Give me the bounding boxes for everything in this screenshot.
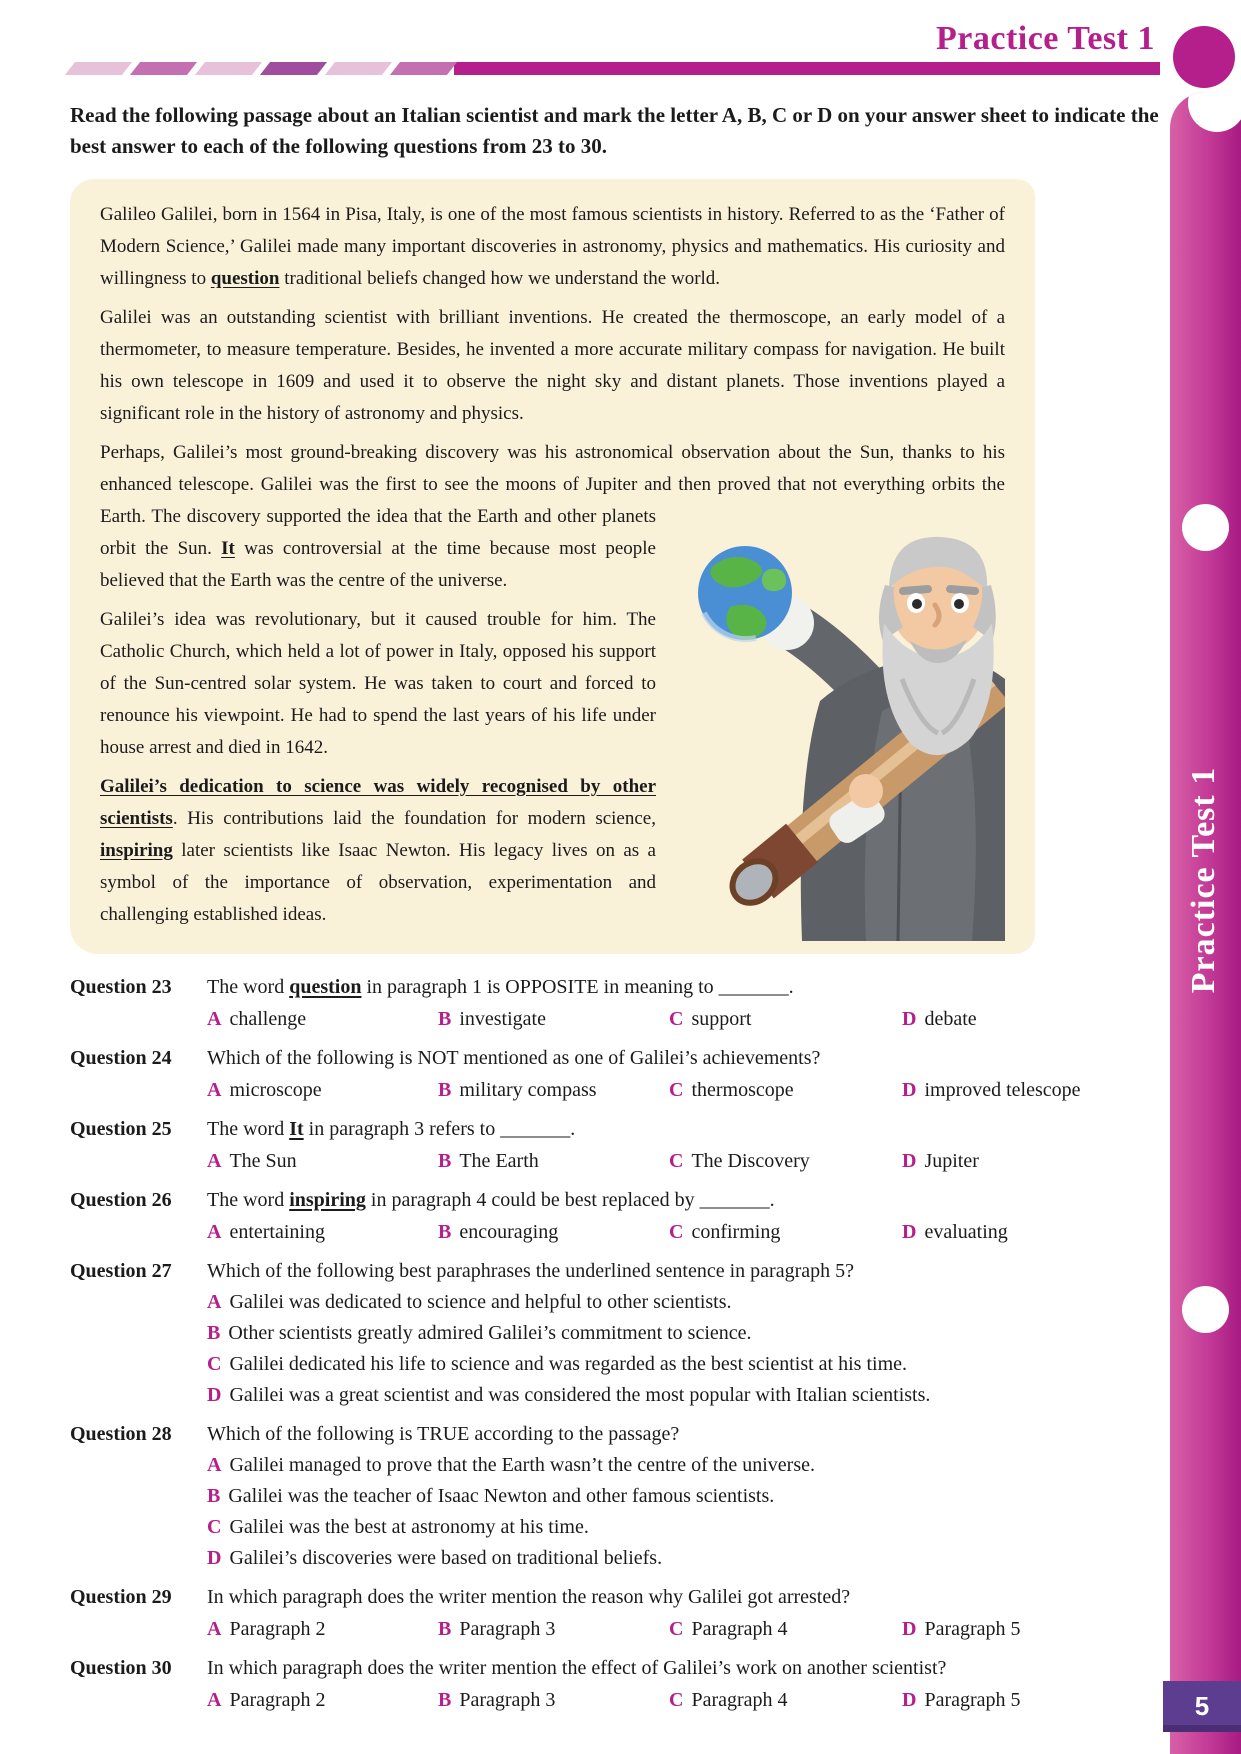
option-text: Jupiter	[924, 1150, 979, 1172]
option-text: Other scientists greatly admired Galilei’s commitment to science.	[228, 1322, 752, 1344]
option-letter: B	[207, 1322, 221, 1344]
options-row	[207, 1614, 1160, 1644]
option-text: Paragraph 5	[924, 1618, 1021, 1640]
option-letter: D	[207, 1384, 222, 1406]
options-row	[207, 1685, 1160, 1715]
question-number: Question 23	[70, 976, 172, 998]
text-segment: Galileo Galilei, born in 1564 in Pisa, Italy, is one of the most famous scientists in history. Referred to as the ‘Father of Modern Science,’ Galilei made many important discoveries in astronomy, physics and mathematics. His curiosity and willingness to	[100, 204, 1005, 289]
passage-paragraph	[100, 302, 1005, 430]
text-segment: In which paragraph does the writer mention the effect of Galilei’s work on another scientist?	[207, 1657, 947, 1679]
option-text: The Discovery	[691, 1150, 810, 1172]
text-segment: The word	[207, 1189, 290, 1211]
rail-notch	[1182, 504, 1229, 551]
option-letter: A	[207, 1221, 222, 1243]
question-stem	[207, 1582, 1160, 1612]
answer-option	[438, 1146, 669, 1176]
question-stem	[207, 972, 1160, 1002]
answer-option	[902, 1146, 1160, 1176]
option-text: Paragraph 4	[691, 1618, 788, 1640]
option-text: Galilei dedicated his life to science and was regarded as the best scientist at his time.	[229, 1353, 908, 1375]
answer-option	[207, 1146, 438, 1176]
stripe-segment	[325, 62, 392, 75]
option-text: Galilei was a great scientist and was considered the most popular with Italian scientists.	[229, 1384, 931, 1406]
stripe-segment	[65, 62, 132, 75]
stripe-solid-bar	[454, 62, 1160, 75]
option-text: investigate	[459, 1008, 546, 1030]
question-block	[70, 1043, 1160, 1105]
text-segment: Which of the following is TRUE according to the passage?	[207, 1423, 680, 1445]
text-segment: traditional beliefs changed how we understand the world.	[279, 268, 721, 289]
question-block	[70, 972, 1160, 1034]
answer-option	[207, 1516, 589, 1538]
question-number: Question 26	[70, 1189, 172, 1211]
answer-option	[207, 1547, 662, 1569]
option-line	[207, 1287, 1160, 1317]
passage-paragraph	[100, 199, 1005, 295]
option-text: Galilei managed to prove that the Earth wasn’t the centre of the universe.	[229, 1454, 815, 1476]
option-letter: D	[902, 1689, 917, 1711]
answer-option	[669, 1146, 902, 1176]
answer-option	[902, 1685, 1160, 1715]
option-text: thermoscope	[691, 1079, 794, 1101]
option-letter: B	[438, 1618, 452, 1640]
answer-option	[207, 1454, 815, 1476]
question-block	[70, 1419, 1160, 1573]
answer-option	[207, 1217, 438, 1247]
option-letter: C	[669, 1008, 684, 1030]
page-content	[70, 0, 1160, 1724]
underlined-word: It	[289, 1118, 304, 1140]
option-text: microscope	[229, 1079, 322, 1101]
question-block	[70, 1114, 1160, 1176]
test-instructions: Read the following passage about an Italian scientist and mark the letter A, B, C or D on your answer sheet to indicate the best answer to each of the following questions from 23 to 30.	[70, 103, 1159, 158]
option-letter: A	[207, 1454, 222, 1476]
page-title: Practice Test 1	[936, 20, 1155, 57]
option-letter: B	[438, 1008, 452, 1030]
options-row	[207, 1004, 1160, 1034]
option-line	[207, 1481, 1160, 1511]
option-text: Galilei was the teacher of Isaac Newton and other famous scientists.	[228, 1485, 775, 1507]
answer-option	[669, 1075, 902, 1105]
answer-option	[207, 1322, 752, 1344]
answer-option	[669, 1004, 902, 1034]
question-number: Question 27	[70, 1260, 172, 1282]
text-segment: Galilei was an outstanding scientist with brilliant inventions. He created the thermoscope, an early model of a thermometer, to measure temperature. Besides, he invented a more accurate military compass for navigation. He built his own telescope in 1609 and used it to observe the night sky and distant planets. Those inventions played a significant role in the history of astronomy and physics.	[100, 307, 1005, 424]
option-letter: C	[207, 1516, 222, 1538]
question-stem	[207, 1114, 1160, 1144]
reading-passage-box	[70, 179, 1035, 954]
underlined-word: inspiring	[100, 840, 173, 861]
option-line	[207, 1512, 1160, 1542]
option-text: Galilei’s discoveries were based on traditional beliefs.	[229, 1547, 663, 1569]
question-block	[70, 1256, 1160, 1410]
option-letter: D	[902, 1221, 917, 1243]
stripe-segment	[195, 62, 262, 75]
page-number-tab	[1163, 1681, 1241, 1732]
answer-option	[207, 1353, 907, 1375]
question-number: Question 29	[70, 1586, 172, 1608]
option-text: Galilei was dedicated to science and helpful to other scientists.	[229, 1291, 732, 1313]
option-letter: A	[207, 1079, 222, 1101]
question-number: Question 30	[70, 1657, 172, 1679]
option-letter: C	[669, 1618, 684, 1640]
option-letter: B	[207, 1485, 221, 1507]
text-segment: Galilei’s idea was revolutionary, but it caused trouble for him. The Catholic Church, which held a lot of power in Italy, opposed his support of the Sun-centred solar system. He was taken to court and forced to renounce his viewpoint. He had to spend the last years of his life under house arrest and died in 1642.	[100, 609, 656, 758]
option-text: military compass	[459, 1079, 597, 1101]
option-letter: B	[438, 1689, 452, 1711]
answer-option	[902, 1075, 1160, 1105]
question-stem	[207, 1256, 1160, 1286]
underlined-word: Galilei’s dedication to science was widely recognised by other scientists	[100, 776, 656, 829]
answer-option	[669, 1217, 902, 1247]
question-number: Question 25	[70, 1118, 172, 1140]
corner-circle-decoration	[1173, 26, 1235, 88]
underlined-word: inspiring	[289, 1189, 366, 1211]
option-letter: D	[902, 1150, 917, 1172]
text-segment: in paragraph 4 could be best replaced by _______.	[365, 1189, 775, 1211]
underlined-word: It	[221, 538, 235, 559]
option-text: challenge	[229, 1008, 307, 1030]
option-letter: D	[902, 1008, 917, 1030]
option-letter: A	[207, 1291, 222, 1313]
text-segment: Which of the following best paraphrases the underlined sentence in paragraph 5?	[207, 1260, 854, 1282]
answer-option	[207, 1384, 930, 1406]
option-letter: A	[207, 1008, 222, 1030]
question-stem	[207, 1419, 1160, 1449]
option-text: Paragraph 3	[459, 1689, 556, 1711]
option-letter: B	[438, 1150, 452, 1172]
question-number: Question 28	[70, 1423, 172, 1445]
question-block	[70, 1185, 1160, 1247]
question-stem	[207, 1185, 1160, 1215]
option-letter: C	[207, 1353, 222, 1375]
answer-option	[207, 1685, 438, 1715]
option-letter: A	[207, 1618, 222, 1640]
answer-option	[902, 1614, 1160, 1644]
answer-option	[207, 1004, 438, 1034]
option-letter: C	[669, 1221, 684, 1243]
option-letter: D	[207, 1547, 222, 1569]
page-number: 5	[1194, 1691, 1210, 1721]
question-stem	[207, 1043, 1160, 1073]
option-text: support	[691, 1008, 752, 1030]
option-text: improved telescope	[924, 1079, 1081, 1101]
option-text: confirming	[691, 1221, 781, 1243]
option-line	[207, 1450, 1160, 1480]
option-text: Paragraph 5	[924, 1689, 1021, 1711]
option-letter: C	[669, 1689, 684, 1711]
text-segment: later scientists like Isaac Newton. His legacy lives on as a symbol of the importance of observation, experimentation and challenging established ideas.	[100, 840, 656, 925]
header-stripe-decoration	[70, 62, 1160, 75]
text-segment: was controversial at the time because most people believed that the Earth was the centre of the universe.	[100, 538, 656, 591]
question-stem	[207, 1653, 1160, 1683]
answer-option	[438, 1217, 669, 1247]
answer-option	[669, 1614, 902, 1644]
underlined-word: question	[210, 268, 280, 289]
answer-option	[207, 1075, 438, 1105]
option-letter: A	[207, 1150, 222, 1172]
text-segment: in paragraph 3 refers to _______.	[303, 1118, 576, 1140]
text-segment: . His contributions laid the foundation for modern science,	[172, 808, 656, 829]
option-text: The Earth	[459, 1150, 539, 1172]
answer-option	[438, 1614, 669, 1644]
text-segment: in paragraph 1 is OPPOSITE in meaning to _______.	[361, 976, 794, 998]
question-number: Question 24	[70, 1047, 172, 1069]
option-line	[207, 1318, 1160, 1348]
option-text: The Sun	[229, 1150, 297, 1172]
answer-option	[207, 1291, 732, 1313]
options-row	[207, 1217, 1160, 1247]
option-letter: C	[669, 1150, 684, 1172]
question-block	[70, 1582, 1160, 1644]
option-letter: B	[438, 1221, 452, 1243]
options-row	[207, 1075, 1160, 1105]
option-text: encouraging	[459, 1221, 559, 1243]
answer-option	[207, 1614, 438, 1644]
option-text: evaluating	[924, 1221, 1008, 1243]
questions	[70, 972, 1160, 1715]
option-text: Paragraph 2	[229, 1689, 326, 1711]
text-segment: The word	[207, 1118, 290, 1140]
answer-option	[438, 1075, 669, 1105]
answer-option	[902, 1217, 1160, 1247]
option-letter: B	[438, 1079, 452, 1101]
text-segment: Perhaps, Galilei’s most ground-breaking discovery was his astronomical observation about the Sun, thanks to his enhanced telescope. Galilei was the first to see the moons of Jupiter and then proved that not everything orbits the Earth. The discovery supported the idea that the Earth and other planets orbit the Sun.	[100, 442, 1005, 559]
option-letter: D	[902, 1079, 917, 1101]
answer-option	[438, 1685, 669, 1715]
text-segment: The word	[207, 976, 290, 998]
option-text: Paragraph 4	[691, 1689, 788, 1711]
text-segment: In which paragraph does the writer mention the reason why Galilei got arrested?	[207, 1586, 851, 1608]
option-text: Paragraph 3	[459, 1618, 556, 1640]
option-letter: A	[207, 1689, 222, 1711]
option-letter: C	[669, 1079, 684, 1101]
stripe-segment	[260, 62, 327, 75]
option-letter: D	[902, 1618, 917, 1640]
galileo-illustration	[670, 529, 1005, 941]
question-block	[70, 1653, 1160, 1715]
answer-option	[669, 1685, 902, 1715]
option-line	[207, 1543, 1160, 1573]
option-line	[207, 1349, 1160, 1379]
stripe-segment	[390, 62, 457, 75]
option-text: debate	[924, 1008, 977, 1030]
rail-notch	[1182, 1286, 1229, 1333]
underlined-word: question	[289, 976, 362, 998]
side-rail-vertical-label: Practice Test 1	[1185, 766, 1222, 994]
option-line	[207, 1380, 1160, 1410]
stripe-segment	[130, 62, 197, 75]
option-text: Galilei was the best at astronomy at his time.	[229, 1516, 589, 1538]
option-text: entertaining	[229, 1221, 325, 1243]
answer-option	[438, 1004, 669, 1034]
text-segment: Which of the following is NOT mentioned as one of Galilei’s achievements?	[207, 1047, 821, 1069]
answer-option	[902, 1004, 1160, 1034]
rail-notch	[1188, 92, 1241, 132]
option-text: Paragraph 2	[229, 1618, 326, 1640]
options-row	[207, 1146, 1160, 1176]
answer-option	[207, 1485, 774, 1507]
